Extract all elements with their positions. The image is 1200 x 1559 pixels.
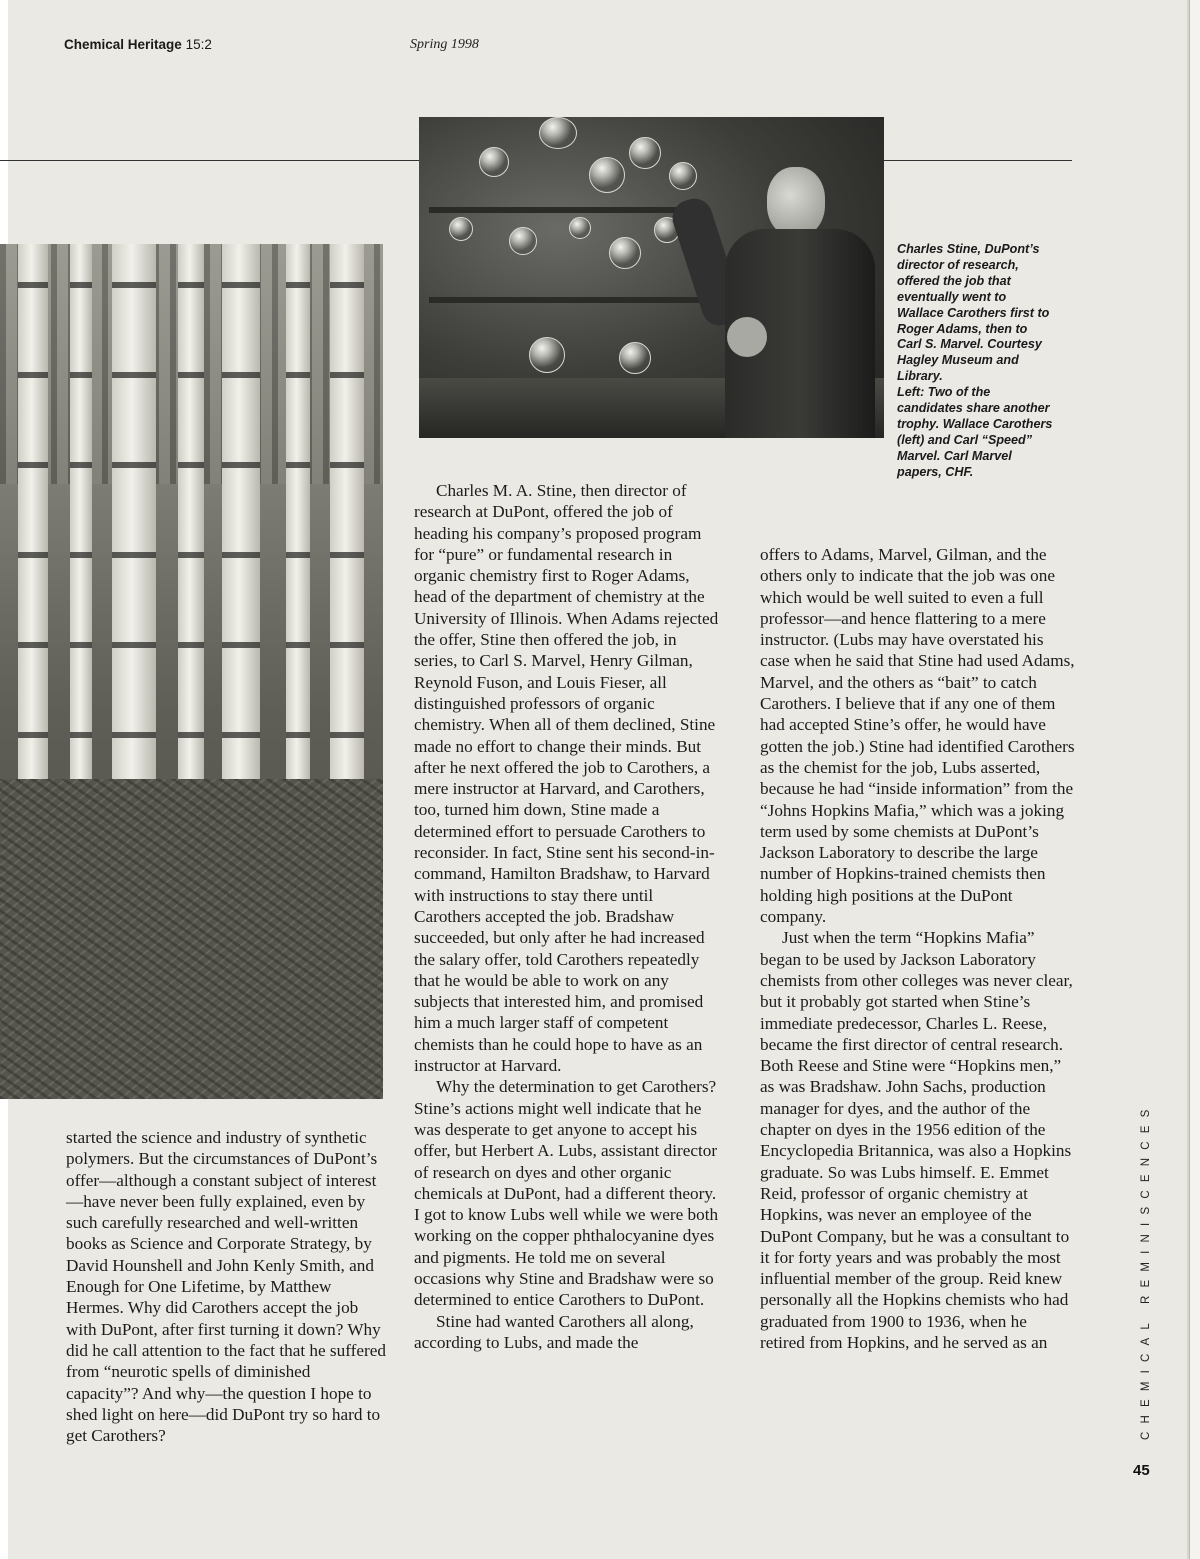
- page-edge: [1189, 0, 1200, 1559]
- issue-number: 15:2: [185, 37, 212, 52]
- stine-lab-photo: [419, 117, 884, 438]
- section-label: CHEMICAL REMINISCENCES: [1140, 1101, 1152, 1440]
- article-paragraph: started the science and industry of synthetic polymers. But the circumstances of DuPont’s offer—although a constant subject of interest—have never been fully explained, even by such carefully researched and well-written books as Science and Corporate Strategy, by David Hounshell and John Kenly Smith, and Enough for One Lifetime, by Matthew Hermes. Why did Carothers accept the job with DuPont, after first turning it down? Why did he call attention to the fact that he suffered from “neurotic spells of diminished capacity”? And why—the question I hope to shed light on here—did DuPont try so hard to get Carothers?: [66, 1128, 386, 1446]
- article-column-2: [414, 480, 720, 1353]
- article-paragraph: Stine had wanted Carothers all along, according to Lubs, and made the: [414, 1311, 694, 1352]
- photo-caption-stine: Charles Stine, DuPont’s director of research, offered the job that eventually went to Wallace Carothers first to Roger Adams, then to Carl S. Marvel. Courtesy Hagley Museum and Library.: [897, 242, 1050, 384]
- birch-forest-photo: [0, 244, 383, 1099]
- publication-name: Chemical Heritage: [64, 37, 182, 52]
- page-number: 45: [1133, 1462, 1150, 1479]
- article-paragraph: Why the determination to get Carothers? Stine’s actions might well indicate that he was desperate to get anyone to accept his offer, but Herbert A. Lubs, assistant director of research on dyes and other organic chemicals at DuPont, had a different theory. I got to know Lubs well while we were both working on the copper phthalocyanine dyes and pigments. He told me on several occasions why Stine and Bradshaw were so determined to entice Carothers to DuPont.: [414, 1077, 719, 1310]
- photo-caption-left: Left: Two of the candidates share another trophy. Wallace Carothers (left) and Carl “Speed” Marvel. Carl Marvel papers, CHF.: [897, 385, 1053, 479]
- issue-date: Spring 1998: [410, 37, 479, 52]
- running-header: [64, 37, 212, 52]
- article-column-1: [66, 1127, 386, 1446]
- article-paragraph: Just when the term “Hopkins Mafia” began to be used by Jackson Laboratory chemists from other colleges was never clear, but it probably got started when Stine’s immediate predecessor, Charles L. Reese, became the first director of central research. Both Reese and Stine were “Hopkins men,” as was Bradshaw. John Sachs, production manager for dyes, and the author of the chapter on dyes in the 1956 edition of the Encyclopedia Britannica, was also a Hopkins graduate. So was Lubs himself. E. Emmet Reid, professor of organic chemistry at Hopkins, was never an employee of the DuPont Company, but he was a consultant to it for forty years and was probably the most influential member of the group. Reid knew personally all the Hopkins chemists who had graduated from 1900 to 1936, when he retired from Hopkins, and he served as an: [760, 928, 1073, 1352]
- article-paragraph: offers to Adams, Marvel, Gilman, and the others only to indicate that the job was one which would be well suited to even a full professor—and hence flattering to a mere instructor. (Lubs may have overstated his case when he said that Stine had used Adams, Marvel, and the others as “bait” to catch Carothers. I believe that if any one of them had accepted Stine’s offer, he would have gotten the job.) Stine had identified Carothers as the chemist for the job, Lubs asserted, because he had “inside information” from the “Johns Hopkins Mafia,” which was a joking term used by some chemists at DuPont’s Jackson Laboratory to describe the large number of Hopkins-trained chemists then holding high positions at the DuPont company.: [760, 545, 1075, 927]
- article-column-3: [760, 544, 1075, 1353]
- article-paragraph: Charles M. A. Stine, then director of research at DuPont, offered the job of heading his company’s proposed program for “pure” or fundamental research in organic chemistry first to Roger Adams, head of the department of chemistry at the University of Illinois. When Adams rejected the offer, Stine then offered the job, in series, to Carl S. Marvel, Henry Gilman, Reynold Fuson, and Louis Fieser, all distinguished professors of organic chemistry. When all of them declined, Stine made no effort to change their minds. But after he next offered the job to Carothers, a mere instructor at Harvard, and Carothers, too, turned him down, Stine made a determined effort to persuade Carothers to reconsider. In fact, Stine sent his second-in-command, Hamilton Bradshaw, to Harvard with instructions to stay there until Carothers accepted the job. Bradshaw succeeded, but only after he had increased the salary offer, told Carothers repeatedly that he would be able to work on any subjects that interested him, and promised him a much larger staff of competent chemists than he could hope to have as an instructor at Harvard.: [414, 481, 719, 1076]
